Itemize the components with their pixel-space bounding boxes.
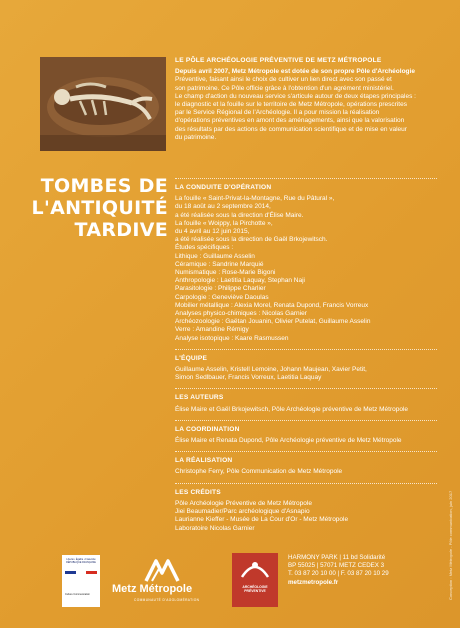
metz-wave-icon: [112, 557, 202, 585]
conduite-text: [175, 195, 437, 343]
vertical-credit: [446, 480, 456, 600]
coordination-heading: LA COORDINATION: [175, 425, 240, 433]
conduite-line: Verre : Amandine Rémigy: [175, 326, 249, 334]
equipe-heading: L'ÉQUIPE: [175, 354, 208, 362]
address-line: T. 03 87 20 10 00 | F. 03 87 20 10 29: [288, 570, 389, 578]
conduite-line: Mobilier métallique : Alexia Morel, Renata Dupond, Francis Vorreux: [175, 301, 369, 309]
address-line: BP 55025 | 57071 METZ CEDEX 3: [288, 562, 385, 570]
tricolor-flag-icon: [65, 571, 97, 574]
credits-line: Jiei Beaumadier/Parc archéologique d'Asnapio: [175, 508, 310, 516]
credits-text: [175, 500, 437, 533]
credits-column: [175, 172, 437, 533]
intro-line: du patrimoine.: [175, 133, 217, 141]
conduite-line: du 18 août au 2 septembre 2014,: [175, 203, 271, 211]
skeleton-image: [40, 57, 166, 151]
auteurs-line: Élise Maire et Gaël Brkojewitsch, Pôle Archéologie préventive de Metz Métropole: [175, 405, 409, 413]
conduite-line: Analyse isotopique : Kaare Rasmussen: [175, 334, 289, 342]
intro-line: le diagnostic et la fouille sur le territoire de Metz Métropole, opérations prescrites: [175, 101, 407, 109]
archeologie-preventive-text: ARCHÉOLOGIE PRÉVENTIVE: [242, 585, 268, 593]
intro-line: Depuis avril 2007, Metz Métropole est dotée de son propre Pôle d'Archéologie: [175, 68, 415, 76]
intro-section: [175, 57, 437, 142]
conduite-line: Numismatique : Rose-Marie Bigoni: [175, 269, 276, 277]
conduite-line: a été réalisée sous la direction d'Élise Maire.: [175, 211, 304, 219]
divider: [175, 420, 437, 421]
archaeology-mark-icon: [232, 553, 278, 583]
credits-heading: LES CRÉDITS: [175, 488, 221, 496]
address-block: [288, 554, 438, 587]
rf-logo-text: Liberté • Égalité • Fraternité RÉPUBLIQUE FRANÇAISE: [66, 558, 96, 564]
auteurs-heading: LES AUTEURS: [175, 394, 224, 402]
intro-line: son patrimoine. Ce Pôle officie grâce à l'obtention d'un agrément ministériel.: [175, 84, 394, 92]
title-line-2: L'ANTIQUITÉ: [31, 197, 168, 219]
conduite-line: Lithique : Guillaume Asselin: [175, 252, 255, 260]
metz-metropole-subtitle: COMMUNAUTÉ D'AGGLOMÉRATION: [134, 598, 200, 602]
title-line-1: TOMBES DE: [40, 175, 168, 197]
intro-text: [175, 68, 437, 142]
conduite-line: Archéozoologie : Gaëtan Jouanin, Olivier Putelat, Guillaume Asselin: [175, 318, 371, 326]
intro-heading: LE PÔLE ARCHÉOLOGIE PRÉVENTIVE DE METZ MÉTROPOLE: [175, 57, 382, 64]
intro-line: d'opérations préventives en amont des aménagements, ainsi que la valorisation: [175, 117, 405, 125]
title-line-3: TARDIVE: [74, 219, 168, 241]
website-link[interactable]: metzmetropole.fr: [288, 578, 339, 586]
conduite-line: Céramique : Sandrine Marquié: [175, 260, 264, 268]
publication-title: [8, 175, 168, 241]
republique-francaise-logo: [62, 555, 100, 607]
intro-line: Préventive, faisant ainsi le choix de cultiver un lien direct avec son passé et: [175, 76, 392, 84]
auteurs-text: [175, 406, 437, 414]
conduite-line: du 4 avril au 12 juin 2015,: [175, 228, 250, 236]
address-line: HARMONY PARK | 11 bd Solidarité: [288, 554, 386, 561]
conduite-line: Carpologie : Geneviève Daoulas: [175, 293, 269, 301]
vertical-credit-text: Conception : Metz Métropole - Pôle communication, juin 2017: [448, 490, 453, 600]
equipe-text: [175, 366, 437, 382]
intro-line: des résultats par des actions de communication scientifique et de mise en valeur: [175, 125, 407, 133]
flag-stripe-red: [86, 571, 97, 574]
equipe-line: Simon Sedlbauer, Francis Vorreux, Laetitia Laquay: [175, 374, 322, 382]
conduite-line: a été réalisée sous la direction de Gaël Brkojewitsch.: [175, 236, 328, 244]
conduite-line: La fouille « Woippy, la Pirchotte »,: [175, 219, 273, 227]
intro-line: par le Service Régional de l'Archéologie. Il a pour mission la réalisation: [175, 109, 380, 117]
coordination-line: Élise Maire et Renata Dupond, Pôle Archéologie préventive de Metz Métropole: [175, 437, 402, 445]
metz-metropole-name: Metz Métropole: [112, 583, 193, 595]
conduite-line: Parasitologie : Philippe Charlier: [175, 285, 266, 293]
conduite-line: Études spécifiques :: [175, 244, 234, 252]
divider: [175, 388, 437, 389]
equipe-line: Guillaume Asselin, Kristell Lemoine, Johann Maujean, Xavier Petit,: [175, 366, 367, 374]
archeologie-preventive-logo: [232, 553, 278, 607]
burial-photo: [40, 57, 166, 151]
credits-line: Laurianne Kieffer - Musée de La Cour d'Or - Metz Métropole: [175, 516, 349, 524]
conduite-line: Anthropologie : Laetitia Laquay, Stephan Naji: [175, 277, 305, 285]
coordination-text: [175, 437, 437, 445]
intro-line: Le champ d'action du nouveau service s'articule autour de deux étapes principales :: [175, 92, 416, 100]
metz-metropole-logo: [112, 557, 202, 607]
credits-line: Laboratoire Nicolas Garnier: [175, 524, 255, 532]
flag-stripe-white: [76, 571, 87, 574]
divider: [175, 349, 437, 350]
flag-stripe-blue: [65, 571, 76, 574]
divider: [175, 483, 437, 484]
conduite-line: La fouille « Saint-Privat-la-Montagne, Rue du Pâtural »,: [175, 195, 335, 203]
conduite-line: Analyses physico-chimiques : Nicolas Garnier: [175, 310, 307, 318]
divider: [175, 178, 437, 179]
divider: [175, 451, 437, 452]
realisation-text: [175, 468, 437, 476]
ministry-culture-text: Culture Communication: [65, 593, 90, 596]
credits-line: Pôle Archéologie Préventive de Metz Métropole: [175, 499, 312, 507]
conduite-heading: LA CONDUITE D'OPÉRATION: [175, 184, 272, 191]
realisation-heading: LA RÉALISATION: [175, 457, 233, 465]
realisation-line: Christophe Ferry, Pôle Communication de Metz Métropole: [175, 468, 343, 476]
